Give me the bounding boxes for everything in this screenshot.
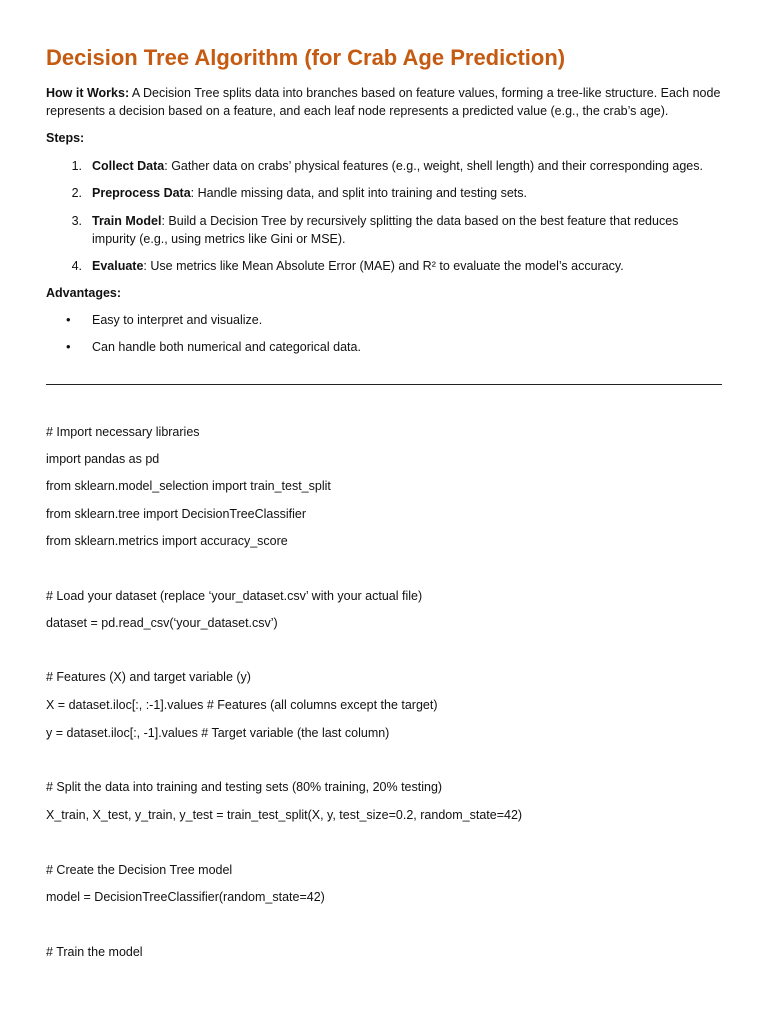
step-title: Preprocess Data — [92, 186, 191, 200]
code-line: import pandas as pd — [46, 452, 160, 466]
step-number: 2. — [71, 186, 82, 200]
step-item — [92, 184, 722, 202]
step-number: 3. — [71, 214, 82, 228]
how-it-works-paragraph — [46, 84, 726, 120]
bullet-icon: • — [66, 312, 71, 327]
code-comment: # Import necessary libraries — [46, 425, 200, 439]
bullet-icon: • — [66, 339, 71, 354]
code-line: y = dataset.iloc[:, -1].values # Target variable (the last column) — [46, 726, 390, 740]
step-title: Evaluate — [92, 259, 144, 273]
how-it-works-text: A Decision Tree splits data into branches based on feature values, forming a tree-like structure. Each node represents a decision based on a feature, and each leaf node represents a predicted value (e.g., the crab’s age). — [46, 86, 721, 118]
step-title: Collect Data — [92, 159, 165, 173]
code-line: model = DecisionTreeClassifier(random_state=42) — [46, 890, 325, 904]
code-line: X_train, X_test, y_train, y_test = train_test_split(X, y, test_size=0.2, random_state=42) — [46, 808, 523, 822]
code-comment: # Split the data into training and testing sets (80% training, 20% testing) — [46, 780, 443, 794]
code-comment: # Train the model — [46, 945, 143, 959]
code-comment: # Features (X) and target variable (y) — [46, 670, 251, 684]
step-text: : Build a Decision Tree by recursively splitting the data based on the best feature that reduces impurity (e.g., using metrics like Gini or MSE). — [92, 214, 679, 246]
advantage-item: Easy to interpret and visualize. — [92, 313, 263, 327]
advantage-item: Can handle both numerical and categorical data. — [92, 340, 361, 354]
code-line: from sklearn.tree import DecisionTreeClassifier — [46, 507, 307, 521]
step-item — [92, 157, 722, 175]
code-comment: # Load your dataset (replace ‘your_dataset.csv’ with your actual file) — [46, 589, 423, 603]
code-line: dataset = pd.read_csv(‘your_dataset.csv’) — [46, 616, 278, 630]
step-item — [92, 257, 722, 275]
advantages-heading: Advantages: — [46, 286, 122, 300]
step-text: : Gather data on crabs’ physical features (e.g., weight, shell length) and their corresponding ages. — [164, 159, 703, 173]
step-text: : Handle missing data, and split into training and testing sets. — [190, 186, 527, 200]
document-title: Decision Tree Algorithm (for Crab Age Prediction) — [46, 45, 566, 70]
horizontal-divider — [46, 384, 722, 385]
code-comment: # Create the Decision Tree model — [46, 863, 233, 877]
code-line: X = dataset.iloc[:, :-1].values # Features (all columns except the target) — [46, 698, 438, 712]
step-title: Train Model — [92, 214, 162, 228]
code-line: from sklearn.model_selection import train_test_split — [46, 479, 331, 493]
code-line: from sklearn.metrics import accuracy_score — [46, 534, 288, 548]
step-number: 1. — [71, 159, 82, 173]
step-item — [92, 212, 722, 248]
steps-heading: Steps: — [46, 131, 85, 145]
step-number: 4. — [71, 259, 82, 273]
how-it-works-label: How it Works: — [46, 86, 130, 100]
step-text: : Use metrics like Mean Absolute Error (MAE) and R² to evaluate the model’s accuracy. — [143, 259, 624, 273]
